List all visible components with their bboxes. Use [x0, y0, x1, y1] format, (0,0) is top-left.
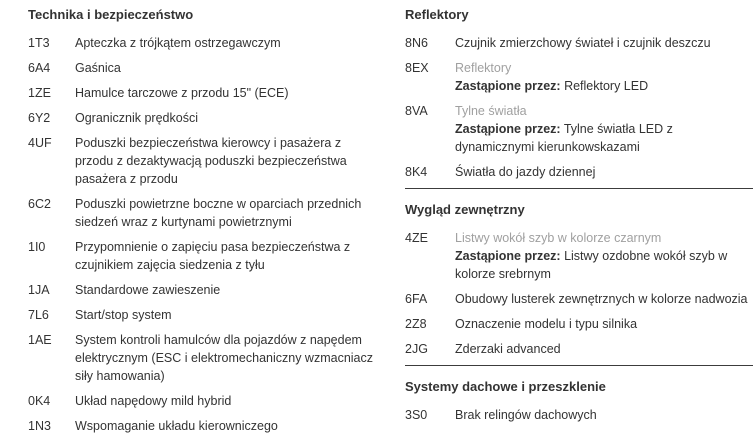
equipment-row	[28, 34, 380, 52]
equipment-description: System kontroli hamulców dla pojazdów z napędem elektrycznym (ESC i elektromechaniczny wzmacniacz siły hamowania)	[75, 333, 374, 383]
equipment-row	[28, 84, 380, 102]
equipment-row	[28, 306, 380, 324]
equipment-code: 6C2	[28, 197, 51, 211]
equipment-row	[405, 34, 753, 52]
equipment-description: Przypomnienie o zapięciu pasa bezpieczeństwa z czujnikiem zajęcia siedzenia z tyłu	[75, 240, 351, 272]
replaced-by-label: Zastąpione przez:	[455, 122, 561, 136]
equipment-description: Poduszki bezpieczeństwa kierowcy i pasażera z przodu z dezaktywacją poduszki bezpieczeństwa pasażera z przodu	[75, 136, 347, 186]
equipment-description	[455, 59, 753, 95]
section-rows	[405, 34, 753, 181]
equipment-code: 8N6	[405, 36, 428, 50]
replaced-by-label: Zastąpione przez:	[455, 249, 561, 263]
equipment-row	[28, 331, 380, 385]
equipment-row	[28, 195, 380, 231]
equipment-description: Obudowy lusterek zewnętrznych w kolorze nadwozia	[455, 292, 748, 306]
equipment-description: Brak relingów dachowych	[455, 408, 597, 422]
section-title: Reflektory	[405, 7, 469, 22]
section-title: Systemy dachowe i przeszklenie	[405, 379, 606, 394]
equipment-section	[405, 0, 753, 181]
equipment-row-replaced	[405, 59, 753, 95]
equipment-row-replaced	[405, 102, 753, 156]
equipment-row	[28, 109, 380, 127]
equipment-code: 1JA	[28, 283, 50, 297]
equipment-row-replaced	[405, 229, 753, 283]
equipment-row	[28, 417, 380, 435]
replaced-old-name: Listwy wokół szyb w kolorze czarnym	[455, 231, 662, 245]
equipment-code: 4UF	[28, 136, 52, 150]
equipment-row	[405, 315, 753, 333]
equipment-code: 6A4	[28, 61, 51, 75]
replacement-name: Listwy ozdobne wokół szyb w kolorze srebrnym	[455, 249, 728, 281]
replacement-name: Reflektory LED	[564, 79, 649, 93]
equipment-code: 8EX	[405, 61, 429, 75]
equipment-description: Apteczka z trójkątem ostrzegawczym	[75, 36, 281, 50]
equipment-section	[405, 188, 753, 358]
equipment-description: Poduszki powietrzne boczne w oparciach przednich siedzeń wraz z kurtynami powietrznymi	[75, 197, 362, 229]
equipment-column-left	[28, 0, 380, 433]
equipment-description: Gaśnica	[75, 61, 121, 75]
equipment-description: Standardowe zawieszenie	[75, 283, 221, 297]
equipment-description: Ogranicznik prędkości	[75, 111, 198, 125]
equipment-row	[28, 392, 380, 410]
equipment-row	[28, 59, 380, 77]
replaced-old-name: Tylne światła	[455, 104, 527, 118]
equipment-code: 6FA	[405, 292, 428, 306]
equipment-description: Czujnik zmierzchowy świateł i czujnik deszczu	[455, 36, 711, 50]
equipment-code: 4ZE	[405, 231, 428, 245]
equipment-column-right	[405, 0, 753, 423]
equipment-row	[28, 134, 380, 188]
replacement-name: Tylne światła LED z dynamicznymi kierunkowskazami	[455, 122, 673, 154]
equipment-code: 1I0	[28, 240, 46, 254]
equipment-row	[28, 281, 380, 299]
replaced-old-name: Reflektory	[455, 61, 512, 75]
replaced-by-label: Zastąpione przez:	[455, 79, 561, 93]
equipment-row	[28, 238, 380, 274]
equipment-description	[455, 102, 753, 156]
section-rows	[405, 406, 753, 424]
section-title: Wygląd zewnętrzny	[405, 202, 525, 217]
equipment-row	[405, 406, 753, 424]
equipment-code: 2Z8	[405, 317, 427, 331]
equipment-description: Oznaczenie modelu i typu silnika	[455, 317, 638, 331]
equipment-code: 8VA	[405, 104, 428, 118]
equipment-row	[405, 163, 753, 181]
equipment-description: Zderzaki advanced	[455, 342, 561, 356]
equipment-description: Układ napędowy mild hybrid	[75, 394, 232, 408]
equipment-code: 1T3	[28, 36, 50, 50]
equipment-code: 1ZE	[28, 86, 51, 100]
equipment-code: 3S0	[405, 408, 428, 422]
equipment-row	[405, 340, 753, 358]
equipment-code: 6Y2	[28, 111, 51, 125]
equipment-code: 1N3	[28, 419, 51, 433]
equipment-section	[28, 0, 380, 435]
section-rows	[405, 229, 753, 358]
section-title: Technika i bezpieczeństwo	[28, 7, 194, 22]
equipment-section	[405, 365, 753, 424]
equipment-description	[455, 229, 753, 283]
equipment-code: 7L6	[28, 308, 49, 322]
equipment-row	[405, 290, 753, 308]
section-rows	[28, 34, 380, 435]
equipment-description: Wspomaganie układu kierowniczego	[75, 419, 278, 433]
equipment-description: Światła do jazdy dziennej	[455, 165, 596, 179]
equipment-description: Hamulce tarczowe z przodu 15" (ECE)	[75, 86, 289, 100]
equipment-code: 1AE	[28, 333, 52, 347]
equipment-code: 8K4	[405, 165, 428, 179]
equipment-code: 2JG	[405, 342, 428, 356]
equipment-description: Start/stop system	[75, 308, 172, 322]
equipment-code: 0K4	[28, 394, 51, 408]
